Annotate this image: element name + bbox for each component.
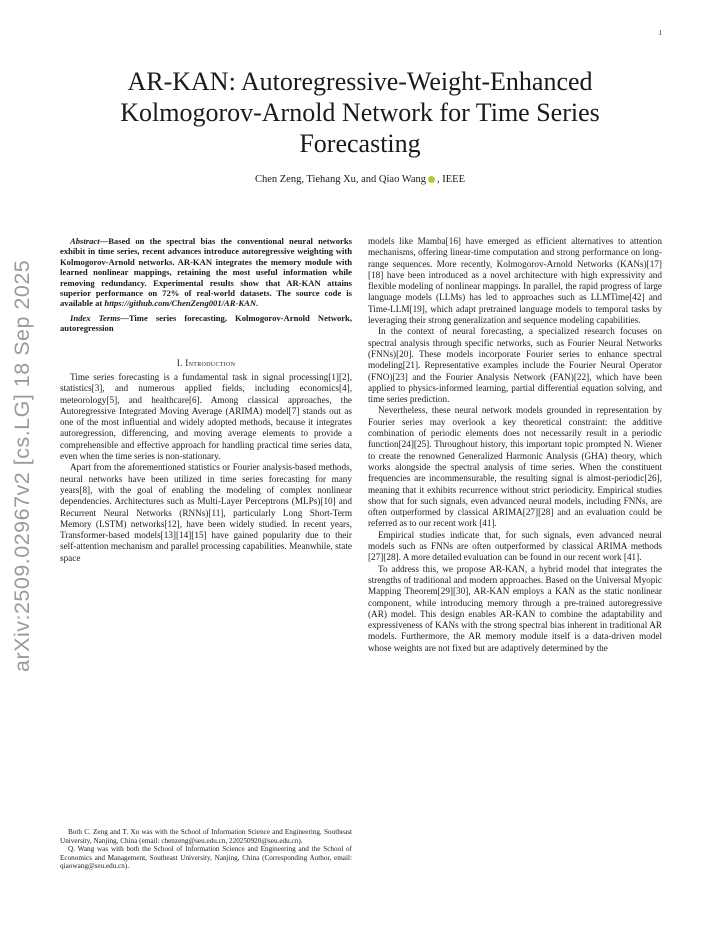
abstract-text: —Based on the spectral bias the conventional neural networks exhibit in time series, recent advances introduce autoregressive weighting with Kolmogorov-Arnold networks. AR-KAN integrates the [60, 236, 352, 267]
right-paragraph-2: In the context of neural forecasting, a specialized research focuses on spectral analysis through specific networks, such as Fourier Neural Networks (FNNs)[20]. These models incorporate Fourier series to enhance spectral modeling[21]. Representative examples include the Fourier Neural Operator (FNO)[23] and the Fourier Analysis Network (FAN)[22], which have been applied to physics-informed learning, partial differential equation solving, and time series prediction. [368, 326, 662, 405]
footnotes [60, 828, 352, 871]
index-terms [60, 313, 352, 334]
left-column [60, 236, 352, 564]
repo-link[interactable]: https://github.com/ChenZeng001/AR-KAN [104, 298, 257, 309]
index-terms-lead: Index Terms [70, 312, 121, 323]
section-name: Introduction [185, 357, 236, 368]
intro-paragraph-2: Apart from the aforementioned statistics or Fourier analysis-based methods, neural networks have been utilized in time series forecasting for many years[8], with the goal of enabling the modeling of complex nonlinear dependencies. Architectures such as Multi-Layer Perceptrons (MLPs)[10] and Recurrent Neural Networks (RNNs)[11], particularly Long Short-Term Memory (LSTM) networks[12], have been widely studied. In recent years, Transformer-based models[13][14][15] have gained popularity due to their self-attention mechanism and parallel processing capabilities. Meanwhile, state space [60, 462, 352, 563]
footnote-affiliation-2: Q. Wang was with both the School of Information Science and Engineering and the School of Economics and Management, Southeast University, Nanjing, China (Corresponding Author, email: qiaowang@seu.edu.cn). [60, 845, 352, 871]
orcid-icon [428, 176, 435, 183]
page-number: 1 [658, 29, 662, 37]
intro-paragraph-1: Time series forecasting is a fundamental task in signal processing[1][2], statistics[3], and numerous applied fields, including economics[4], meteorology[5], and healthcare[6]. Among classical approaches, the Autoregressive Integrated Moving Average (ARIMA) model[7] stands out as one of the most influential and widely adopted methods, because it integrates autoregression, differencing, and moving average elements to provide a comprehensible and effective approach for handling practical time series data, even when the time series is non-stationary. [60, 371, 352, 462]
abstract [60, 236, 352, 309]
abstract-lead: Abstract [70, 236, 100, 246]
right-paragraph-5: To address this, we propose AR-KAN, a hybrid model that integrates the strengths of traditional and modern approaches. Based on the Universal Myopic Mapping Theorem[29][30], AR-KAN employs a KAN as the static nonlinear component, while introducing memory through a pre-trained autoregressive (AR) model. This design enables AR-KAN to combine the adaptability and expressiveness of KANs with the strong spectral bias inherent in traditional AR models. Furthermore, the AR memory module itself is a data-driven model whose weights are not fixed but are adaptively determined by the [368, 563, 662, 653]
index-terms-text: —Time series forecasting, Kolmogorov-Arnold Network, autoregression [60, 312, 352, 334]
author-line [80, 174, 640, 185]
authors: Chen Zeng, Tiehang Xu, and Qiao Wang [254, 174, 427, 185]
section-numeral: I. [176, 357, 186, 368]
abstract-text-2: memory module with learned nonlinear mappings, retaining the most useful information while removing redundancy. Experimental results show that AR-KAN attains superior performance on 72% of real-world datasets. The source code is available at [60, 256, 353, 309]
right-paragraph-3: Nevertheless, these neural network models grounded in representation by Fourier series may overlook a key theoretical constraint: the additive combination of periodic elements does not necessarily result in a periodic function[24][25]. Throughout history, this important topic prompted N. Wiener to create the renowned Generalized Harmonic Analysis (GHA) theory, which works alongside the spectral analysis of time series. When the constituent frequencies are incommensurable, the resulting signal is almost-periodic[26], meaning that it exhibits recurrence without strict periodicity. Empirical studies show that for such signals, even advanced neural models, including FNNs, are often outperformed by classical ARIMA[27][28] and an evaluation could be referred as to our recent work [41]. [368, 405, 662, 529]
author-suffix: , IEEE [437, 174, 466, 185]
abstract-end: . [256, 298, 259, 309]
right-paragraph-4: Empirical studies indicate that, for such signals, even advanced neural models such as FNNs are often outperformed by classical ARIMA methods [27][28]. A more detailed evaluation can be found in our recent work [41]. [368, 529, 662, 563]
arxiv-identifier-stamp: arXiv:2509.02967v2 [cs.LG] 18 Sep 2025 [10, 259, 34, 672]
footnote-affiliation-1: Both C. Zeng and T. Xu was with the School of Information Science and Engineering, Southeast University, Nanjing, China (email: chenzeng@seu.edu.cn, 220250920@seu.edu.cn). [60, 828, 352, 845]
right-paragraph-1: models like Mamba[16] have emerged as efficient alternatives to attention mechanisms, offering linear-time computation and strong performance on long-range sequences. More recently, Kolmogorov-Arnold Networks (KANs)[17][18] have been introduced as a novel architecture with high expressivity and flexible modeling of nonlinear mappings. In parallel, the rapid progress of large language models (LLMs) has led to approaches such as LLMTime[42] and Time-LLM[19], which adapt pretrained language models to temporal tasks by leveraging their strong generalization and sequence modeling capabilities. [368, 236, 662, 326]
paper-title: AR-KAN: Autoregressive-Weight-Enhanced Kolmogorov-Arnold Network for Time Series Forecasting [120, 67, 600, 158]
right-column [368, 236, 662, 654]
section-heading [60, 358, 352, 369]
